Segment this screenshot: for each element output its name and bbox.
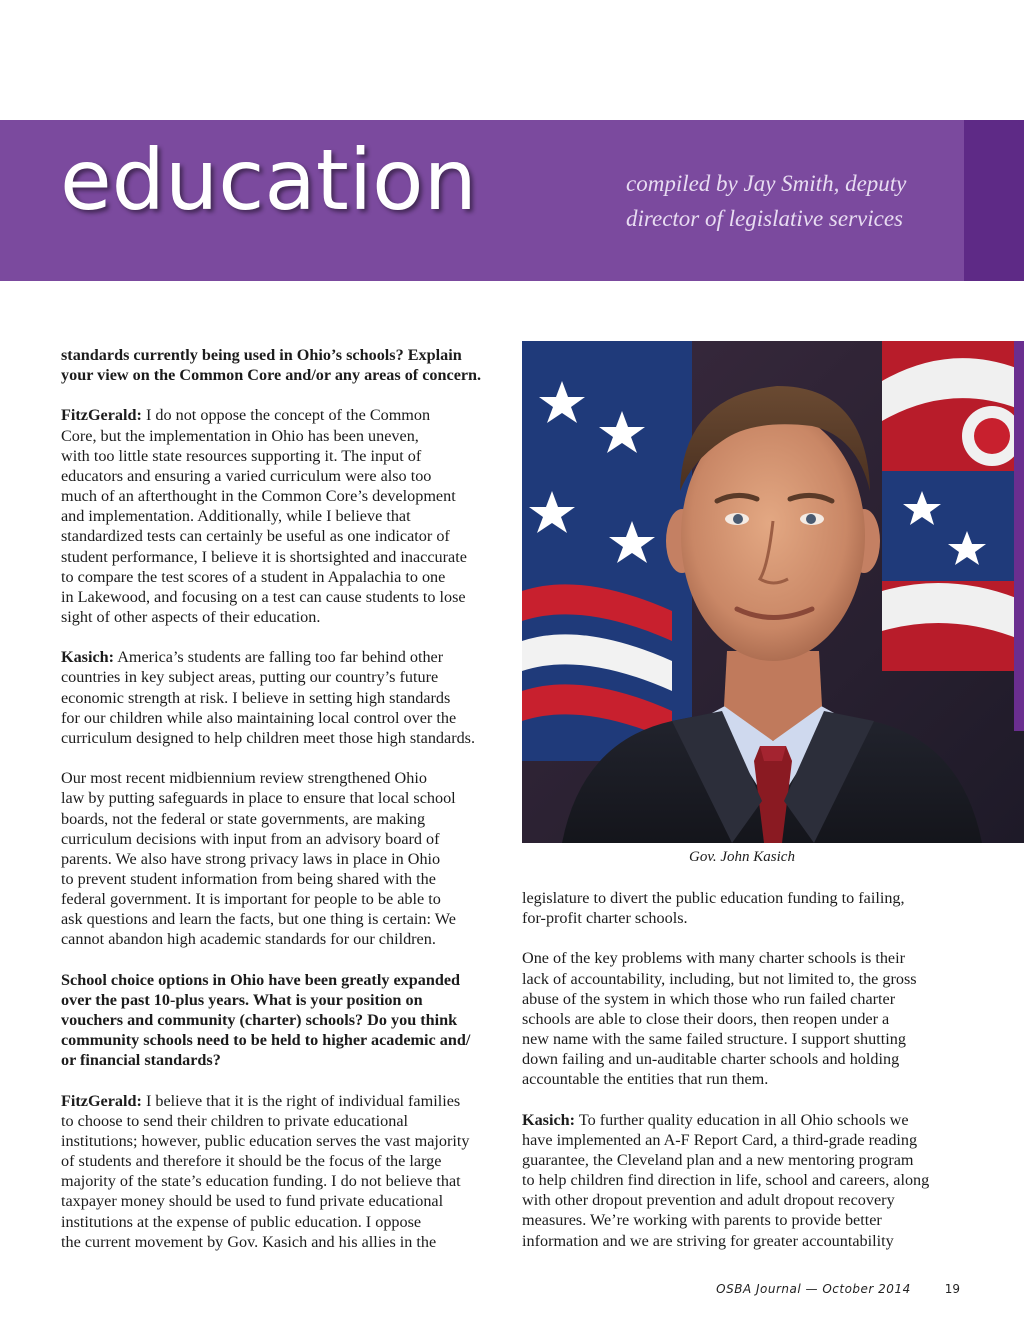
question-line: over the past 10-plus years. What is your position on bbox=[61, 990, 423, 1009]
section-title: education bbox=[60, 131, 477, 229]
answer-line: to choose to send their children to private educational bbox=[61, 1111, 409, 1130]
answer-line: in Lakewood, and focusing on a test can cause students to lose bbox=[61, 587, 466, 606]
journal-name: OSBA Journal — October 2014 bbox=[716, 1282, 911, 1296]
speaker-name: FitzGerald: bbox=[61, 1091, 142, 1110]
right-edge-accent bbox=[1014, 341, 1024, 731]
answer-text: To further quality education in all Ohio schools we bbox=[575, 1110, 909, 1129]
answer-line: institutions at the expense of public education. I oppose bbox=[61, 1212, 422, 1231]
answer-line: taxpayer money should be used to fund private educational bbox=[61, 1192, 444, 1211]
answer-line: cannot abandon high academic standards for our children. bbox=[61, 930, 436, 949]
answer-line: countries in key subject areas, putting our country’s future bbox=[61, 668, 439, 687]
answer-line: with other dropout prevention and adult dropout recovery bbox=[522, 1191, 895, 1210]
photo-caption: Gov. John Kasich bbox=[689, 849, 795, 865]
answer-text: I believe that it is the right of individual families bbox=[141, 1091, 461, 1110]
answer-line: standardized tests can certainly be useful as one indicator of bbox=[61, 527, 450, 546]
answer-line: educators and ensuring a varied curriculum were also too bbox=[61, 466, 432, 485]
speaker-name: FitzGerald: bbox=[61, 406, 142, 425]
answer-line: guarantee, the Cleveland plan and a new mentoring program bbox=[522, 1151, 914, 1169]
answer-line: have implemented an A-F Report Card, a third-grade reading bbox=[522, 1130, 918, 1149]
speaker-name: Kasich: bbox=[61, 648, 115, 667]
answer-line bbox=[61, 647, 511, 667]
answer-line bbox=[522, 1110, 972, 1130]
question-line: School choice options in Ohio have been greatly expanded bbox=[61, 970, 461, 989]
answer-line: information and we are striving for greater accountability bbox=[522, 1231, 894, 1250]
answer-line: One of the key problems with many charter schools is their bbox=[522, 949, 906, 968]
answer-line: of students and therefore it should be the focus of the large bbox=[61, 1152, 442, 1171]
answer-line: sight of other aspects of their education. bbox=[61, 608, 321, 627]
byline bbox=[626, 166, 946, 236]
answer-line: federal government. It is important for people to be able to bbox=[61, 890, 441, 909]
ohio-flag bbox=[882, 341, 1024, 671]
answer-line: economic strength at risk. I believe in setting high standards bbox=[61, 688, 451, 707]
answer-line: curriculum designed to help children meet those high standards. bbox=[61, 728, 476, 747]
answer-line: boards, not the federal or state governments, are making bbox=[61, 809, 426, 828]
speaker-name: Kasich: bbox=[522, 1110, 576, 1129]
answer-line: Core, but the implementation in Ohio has been uneven, bbox=[61, 426, 419, 445]
right-column bbox=[522, 888, 972, 1251]
answer-text: America’s students are falling too far behind other bbox=[114, 648, 444, 667]
question-line: your view on the Common Core and/or any areas of concern. bbox=[61, 366, 482, 385]
us-flag bbox=[522, 341, 692, 761]
answer-line: new name with the same failed structure. I support shutting bbox=[522, 1030, 906, 1049]
answer-line: to prevent student information from being shared with the bbox=[61, 870, 436, 889]
answer-line: for our children while also maintaining local control over the bbox=[61, 708, 457, 727]
answer-line: majority of the state’s education funding. I do not believe that bbox=[61, 1172, 461, 1191]
answer-line: accountable the entities that run them. bbox=[522, 1070, 769, 1089]
answer-line: legislature to divert the public education funding to failing, bbox=[522, 889, 905, 907]
answer-line: the current movement by Gov. Kasich and his allies in the bbox=[61, 1232, 437, 1251]
page-number: 19 bbox=[944, 1282, 960, 1296]
page-footer bbox=[700, 1282, 960, 1296]
question-line: standards currently being used in Ohio’s schools? Explain bbox=[61, 346, 462, 364]
portrait-photo bbox=[522, 341, 1024, 843]
answer-line: to help children find direction in life, school and careers, along bbox=[522, 1171, 930, 1190]
answer-line: Our most recent midbiennium review strengthened Ohio bbox=[61, 769, 427, 788]
question-line: or financial standards? bbox=[61, 1051, 221, 1070]
byline-line-1: compiled by Jay Smith, deputy bbox=[626, 171, 907, 196]
question-line: community schools need to be held to higher academic and/ bbox=[61, 1031, 471, 1050]
answer-line bbox=[61, 1091, 511, 1111]
banner-edge-stripe bbox=[964, 120, 1024, 281]
answer-text: I do not oppose the concept of the Common bbox=[141, 406, 431, 425]
answer-line: law by putting safeguards in place to ensure that local school bbox=[61, 789, 456, 808]
left-column bbox=[61, 345, 511, 1252]
answer-line: for-profit charter schools. bbox=[522, 909, 688, 928]
answer-line: and implementation. Additionally, while I believe that bbox=[61, 507, 411, 526]
question-line: vouchers and community (charter) schools? Do you think bbox=[61, 1011, 458, 1030]
answer-line: student performance, I believe it is shortsighted and inaccurate bbox=[61, 547, 467, 566]
answer-line: parents. We also have strong privacy laws in place in Ohio bbox=[61, 849, 441, 868]
answer-line: down failing and un-auditable charter schools and holding bbox=[522, 1050, 900, 1069]
answer-line: to compare the test scores of a student in Appalachia to one bbox=[61, 567, 446, 586]
answer-line: much of an afterthought in the Common Core’s development bbox=[61, 487, 456, 506]
byline-line-2: director of legislative services bbox=[626, 206, 903, 231]
answer-line: abuse of the system in which those who run failed charter bbox=[522, 989, 896, 1008]
answer-line: ask questions and learn the facts, but one thing is certain: We bbox=[61, 910, 456, 929]
answer-line bbox=[61, 405, 511, 425]
answer-line: schools are able to close their doors, then reopen under a bbox=[522, 1009, 890, 1028]
answer-line: curriculum decisions with input from an advisory board of bbox=[61, 829, 440, 848]
answer-line: lack of accountability, including, but not limited to, the gross bbox=[522, 969, 917, 988]
answer-line: institutions; however, public education serves the vast majority bbox=[61, 1132, 470, 1151]
answer-line: measures. We’re working with parents to provide better bbox=[522, 1211, 882, 1230]
answer-line: with too little state resources supporting it. The input of bbox=[61, 446, 422, 465]
